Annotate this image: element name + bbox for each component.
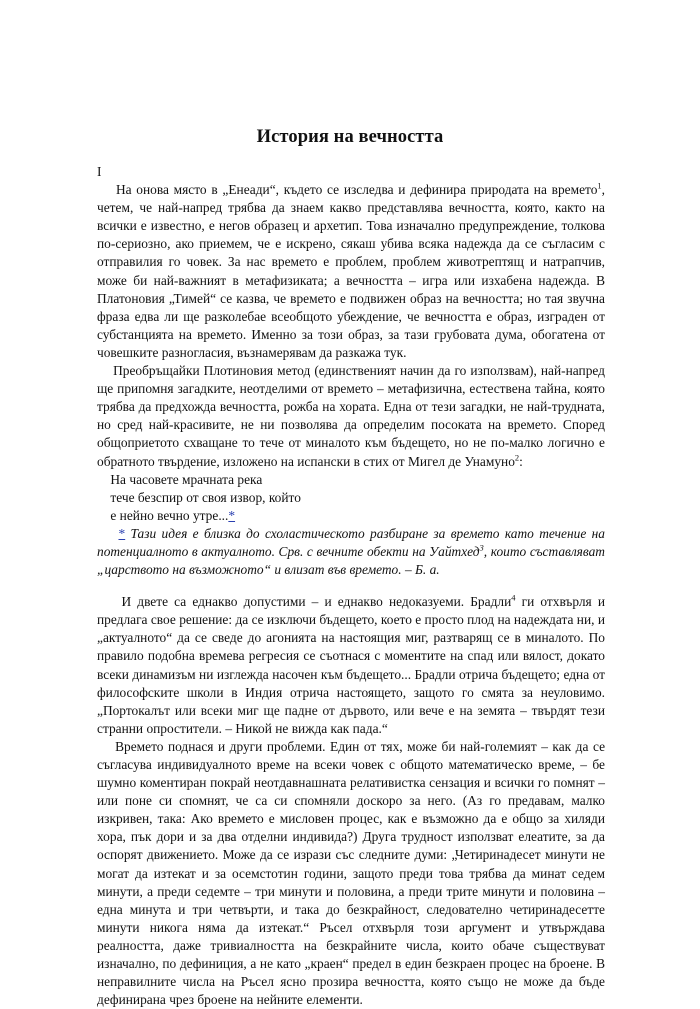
body-text (97, 163, 605, 1009)
section-mark: I (97, 164, 102, 179)
paragraph-1 (97, 181, 605, 362)
poem-line-3: е нейно вечно утре... (110, 507, 229, 523)
page-title: История на вечността (256, 127, 444, 147)
paragraph-1-text-a: На онова място в „Енеади“, където се изследва и дефинира природата на времето (115, 182, 598, 198)
footnote-ref-3: 3 (479, 542, 484, 553)
paragraph-4-text: Времето поднася и други проблеми. Един от тях, може би най-големият – как да се съгласува индивидуалното време на всеки човек с общото математическо време, – бе шумно коментиран покрай неотдавнашната релативистка сензация и всички го помнят – или поне си спомнят, че са си спомняли доскоро за него. (Аз го предавам, малко изкривен, така: Ако времето е мисловен процес, как е възможно да е общо за хиляди хора, пък дори и за два отделни индивида?) Друга трудност използват елеатите, за да оспорят движението. Може да се изрази със следните думи: „Четиринадесет минути не могат да изтекат и за осемстотин години, защото преди това трябва да минат седем минути, а преди седемте – три минути и половина, а преди трите минути и половина – една минута и три четвърти, и така до безкрайност, следователно четиринадесетте минути никога няма да изтекат.“ Ръсел отхвърля този аргумент и утвърждава реалността, даже тривиалността на безкрайните числа, които обаче съществуват изначално, по дефиниция, а не като „краен“ предел в един безкраен процес на броене. В неправилните числа на Ръсел ясно прозира вечността, която също не може да бъде дефинирана чрез броене на нейните елементи. (97, 738, 606, 1008)
poem-line (97, 489, 605, 507)
poem-line-1: На часовете мрачната река (110, 471, 263, 487)
footnote-text-a: Тази идея е близка до схоластическото разбиране за времето като течение на потенциалното в актуалното. Срв. с вечните обекти на Уайтхед (97, 525, 605, 559)
poem-line (97, 471, 605, 489)
paragraph-2-text-a: Преобръщайки Плотиновия метод (единственият начин да го използвам), най-напред ще припомня загадките, неотделими от времето – метафизична, естествена тайна, която трябва да предхожда вечността, рожба на хората. Една от тези загадки, не най-трудната, но сред най-красивите, не ни позволява да определим посоката на времето. Според общоприетото схващане то тече от миналото към бъдещето, но не по-малко логично е обратното твърдение, изложено на испански в стих от Мигел де Унамуно (97, 363, 605, 469)
paragraph-3-text-a: И двете са еднакво допустими – и еднакво недоказуеми. Брадли (121, 594, 512, 610)
footnote-ref-2: 2 (514, 452, 520, 463)
paragraph-2-text-b: : (519, 453, 523, 469)
footnote-ref-1: 1 (597, 180, 602, 191)
paragraph-2 (97, 362, 605, 471)
poem-line-2: тече безспир от своя извор, който (110, 489, 301, 505)
paragraph-3 (97, 593, 605, 738)
paragraph-3-text-b: ги отхвърля и предлага свое решение: да се изключи бъдещето, което е просто плод на надеждата ни, и „актуалното“ да се сведе до агонията на настоящия миг, разтварящ се в миналото. По правило подобна времева регресия се съотнася с моментите на спад или вялост, докато всеки динамизъм ни изглежда насочен към бъдещето... Брадли отрича бъдещето; една от философските школи в Индия отрича настоящето, защото го смята за неуловимо. „Портокалът или всеки миг ще падне от дървото, или вече е на земята – твърдят тези странни опростители. – Никой не вижда как пада.“ (97, 594, 605, 736)
paragraph-gap (97, 579, 605, 593)
author-footnote (97, 525, 605, 579)
poem-quote (97, 471, 605, 525)
footnote-link[interactable]: * (228, 507, 236, 523)
footnote-marker-link[interactable]: * (118, 525, 126, 541)
footnote-text-b: , които съставляват „царството на възможното“ и влизат във времето. – Б. а. (97, 543, 605, 578)
footnote-ref-4: 4 (511, 592, 516, 603)
paragraph-1-text-b: , четем, че най-напред трябва да знаем какво представлява вечността, която, както на всички е известно, е негов образец и архетип. Това изначално предупреждение, толкова по-сериозно, ако приемем, че е искрено, сякаш убива всяка надежда да се съгласим с отправилия го човек. За нас времето е проблем, проблем животрептящ и натрапчив, може би най-важният в метафизиката; а вечността – игра или изхабена надежда. В Платоновия „Тимей“ се казва, че времето е подвижен образ на вечността; но тая звучна фраза едва ли ще разколебае всеобщото убеждение, че вечността е образ, изграден от субстанцията на времето. Именно за този образ, за тази грубовата дума, обогатена от човешките разногласия, възнамерявам да разкажа тук. (97, 182, 606, 360)
paragraph-4 (97, 738, 605, 1009)
poem-line (97, 507, 605, 525)
